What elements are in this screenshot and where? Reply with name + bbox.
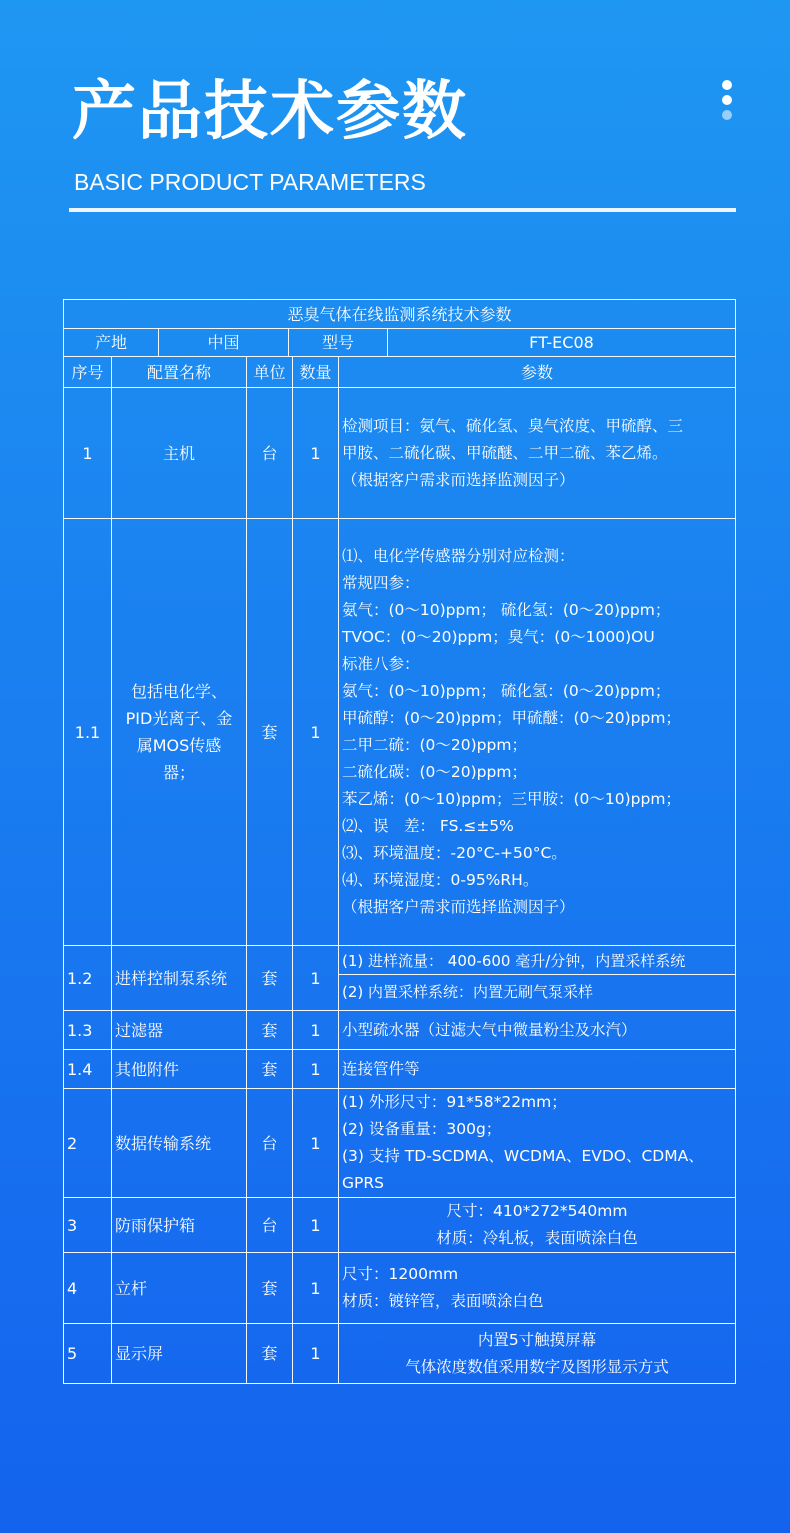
row-params: 检测项目：氨气、硫化氢、臭气浓度、甲硫醇、三 甲胺、二硫化碳、甲硫醚、二甲二硫、苯乙烯。 （根据客户需求而选择监测因子） bbox=[339, 388, 736, 519]
row-qty: 1 bbox=[293, 1253, 339, 1324]
row-name: 主机 bbox=[112, 388, 247, 519]
row-no: 2 bbox=[64, 1089, 112, 1198]
row-params: 连接管件等 bbox=[339, 1050, 736, 1089]
row-unit: 台 bbox=[247, 1089, 293, 1198]
row-no: 1.1 bbox=[64, 519, 112, 946]
page-header bbox=[0, 0, 790, 220]
row-unit: 套 bbox=[247, 946, 293, 1011]
table-row bbox=[64, 1324, 736, 1384]
row-params: ⑴、电化学传感器分别对应检测： 常规四参： 氨气：(0～10)ppm； 硫化氢：(0～20)ppm； TVOC：(0～20)ppm；臭气：(0～1000)OU 标准八参： 氨气：(0～10)ppm； 硫化氢：(0～20)ppm； 甲硫醇：(0～20)ppm；甲硫醚：(0～20)ppm； 二甲二硫：(0～20)ppm； 二硫化碳：(0～20)ppm； 苯乙烯：(0～10)ppm；三甲胺：(0～10)ppm； ⑵、误 差： FS.≤±5% ⑶、环境温度：-20°C-+50°C。 ⑷、环境湿度：0-95%RH。 （根据客户需求而选择监测因子） bbox=[339, 519, 736, 946]
col-header-params: 参数 bbox=[339, 357, 736, 388]
row-params: 小型疏水器（过滤大气中微量粉尘及水汽） bbox=[339, 1011, 736, 1050]
row-unit: 台 bbox=[247, 388, 293, 519]
row-unit: 套 bbox=[247, 519, 293, 946]
origin-label: 产地 bbox=[64, 329, 159, 356]
page-title: 产品技术参数 bbox=[72, 75, 468, 149]
row-no: 5 bbox=[64, 1324, 112, 1384]
row-qty: 1 bbox=[293, 1050, 339, 1089]
col-header-qty: 数量 bbox=[293, 357, 339, 388]
vertical-dots-icon bbox=[720, 80, 734, 126]
table-header-row bbox=[64, 357, 736, 388]
spec-table bbox=[63, 299, 736, 1384]
table-row bbox=[64, 946, 736, 1011]
model-value: FT-EC08 bbox=[529, 333, 594, 352]
table-row bbox=[64, 1050, 736, 1089]
row-params: 尺寸：1200mm 材质：镀锌管，表面喷涂白色 bbox=[339, 1253, 736, 1324]
row-no: 1 bbox=[64, 388, 112, 519]
table-row bbox=[64, 1011, 736, 1050]
row-name: 其他附件 bbox=[112, 1050, 247, 1089]
row-name: 数据传输系统 bbox=[112, 1089, 247, 1198]
row-params: (1) 进样流量： 400-600 毫升/分钟，内置采样系统 (2) 内置采样系统：内置无刷气泵采样 bbox=[339, 946, 736, 1011]
page-subtitle: BASIC PRODUCT PARAMETERS bbox=[74, 169, 426, 195]
row-params: 内置5寸触摸屏幕 气体浓度数值采用数字及图形显示方式 bbox=[339, 1324, 736, 1384]
row-qty: 1 bbox=[293, 1011, 339, 1050]
row-no: 1.3 bbox=[64, 1011, 112, 1050]
row-unit: 台 bbox=[247, 1198, 293, 1253]
col-header-name: 配置名称 bbox=[112, 357, 247, 388]
row-unit: 套 bbox=[247, 1253, 293, 1324]
col-header-no: 序号 bbox=[64, 357, 112, 388]
row-qty: 1 bbox=[293, 1089, 339, 1198]
row-unit: 套 bbox=[247, 1324, 293, 1384]
model-label: 型号 bbox=[289, 329, 388, 356]
table-row bbox=[64, 519, 736, 946]
row-name: 立杆 bbox=[112, 1253, 247, 1324]
row-no: 4 bbox=[64, 1253, 112, 1324]
row-params: (1) 外形尺寸：91*58*22mm； (2) 设备重量：300g； (3) 支持 TD-SCDMA、WCDMA、EVDO、CDMA、 GPRS bbox=[339, 1089, 736, 1198]
row-name: 进样控制泵系统 bbox=[112, 946, 247, 1011]
row-params: 尺寸：410*272*540mm 材质：冷轧板，表面喷涂白色 bbox=[339, 1198, 736, 1253]
origin-value: 中国 bbox=[159, 329, 289, 356]
row-name: 显示屏 bbox=[112, 1324, 247, 1384]
row-qty: 1 bbox=[293, 1324, 339, 1384]
row-no: 3 bbox=[64, 1198, 112, 1253]
row-name: 过滤器 bbox=[112, 1011, 247, 1050]
row-name: 包括电化学、PID光离子、金属MOS传感器； bbox=[112, 519, 247, 946]
table-caption: 恶臭气体在线监测系统技术参数 bbox=[64, 300, 736, 329]
row-qty: 1 bbox=[293, 388, 339, 519]
table-row bbox=[64, 1253, 736, 1324]
row-name: 防雨保护箱 bbox=[112, 1198, 247, 1253]
row-unit: 套 bbox=[247, 1050, 293, 1089]
header-divider bbox=[69, 208, 736, 212]
row-qty: 1 bbox=[293, 519, 339, 946]
row-qty: 1 bbox=[293, 946, 339, 1011]
table-row bbox=[64, 1089, 736, 1198]
table-row bbox=[64, 1198, 736, 1253]
table-row bbox=[64, 388, 736, 519]
col-header-unit: 单位 bbox=[247, 357, 293, 388]
origin-model-row bbox=[64, 329, 736, 357]
row-no: 1.4 bbox=[64, 1050, 112, 1089]
row-unit: 套 bbox=[247, 1011, 293, 1050]
origin-model-cell bbox=[64, 329, 736, 357]
table-caption-row bbox=[64, 300, 736, 329]
row-no: 1.2 bbox=[64, 946, 112, 1011]
row-qty: 1 bbox=[293, 1198, 339, 1253]
